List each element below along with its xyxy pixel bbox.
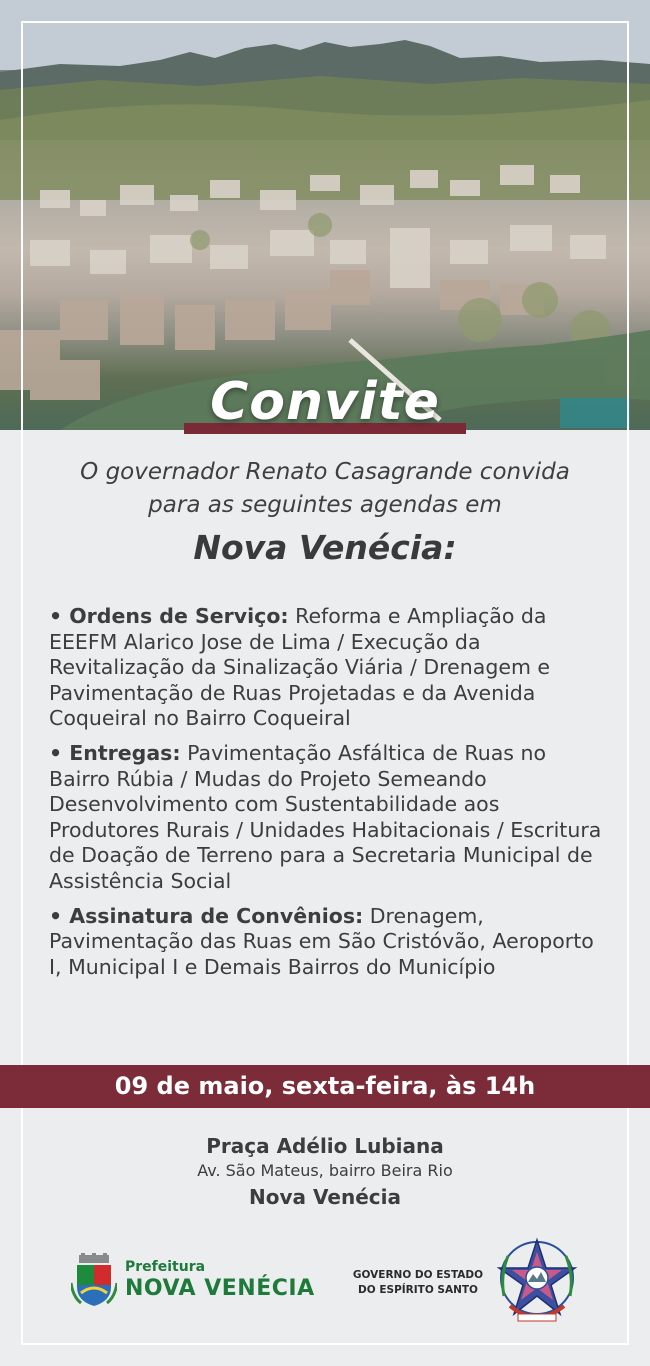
- agenda-list: [49, 604, 609, 989]
- intro-text: [30, 456, 620, 522]
- prefeitura-crest-icon: [71, 1253, 117, 1307]
- date-time-banner: 09 de maio, sexta-feira, às 14h: [0, 1065, 650, 1108]
- prefeitura-label: Prefeitura: [125, 1259, 206, 1275]
- agenda-item-entregas: [49, 741, 609, 895]
- hero-aerial-photo: [0, 0, 650, 430]
- agenda-item-heading: • Entregas:: [49, 740, 181, 765]
- state-seal-icon: [496, 1236, 578, 1326]
- agenda-item-heading: • Assinatura de Convênios:: [49, 903, 364, 928]
- prefeitura-logo: [71, 1253, 315, 1309]
- agenda-item-text: Drenagem, Pavimentação das Ruas em São Cristóvão, Aeroporto I, Municipal I e Demais Bairros do Município: [49, 903, 594, 979]
- city-heading: Nova Venécia:: [193, 528, 457, 567]
- agenda-item-text: Pavimentação Asfáltica de Ruas no Bairro Rúbia / Mudas do Projeto Semeando Desenvolvimento com Sustentabilidade aos Produtores Rurais / Unidades Habitacionais / Escritura de Doação de Terreno para a Secretaria Municipal de Assistência Social: [49, 740, 602, 893]
- venue-address: Av. São Mateus, bairro Beira Rio: [197, 1161, 453, 1180]
- governo-logo-text: [350, 1268, 486, 1298]
- page-title: Convite: [210, 372, 440, 432]
- agenda-item-convenios: [49, 904, 609, 981]
- prefeitura-name: NOVA VENÉCIA: [125, 1276, 315, 1301]
- intro-line-2: para as seguintes agendas em: [148, 492, 502, 518]
- agenda-item-ordens: [49, 604, 609, 732]
- venue-name: Praça Adélio Lubiana: [206, 1134, 444, 1158]
- agenda-item-heading: • Ordens de Serviço:: [49, 604, 289, 628]
- agenda-item-text: Reforma e Ampliação da EEEFM Alarico Jose de Lima / Execução da Revitalização da Sinalização Viária / Drenagem e Pavimentação de Ruas Projetadas e da Avenida Coqueiral no Bairro Coqueiral: [49, 604, 551, 731]
- governo-line-2: DO ESPÍRITO SANTO: [358, 1284, 478, 1296]
- governo-line-1: GOVERNO DO ESTADO: [352, 1269, 484, 1281]
- intro-line-1: O governador Renato Casagrande convida: [80, 459, 570, 485]
- venue-city: Nova Venécia: [249, 1185, 401, 1209]
